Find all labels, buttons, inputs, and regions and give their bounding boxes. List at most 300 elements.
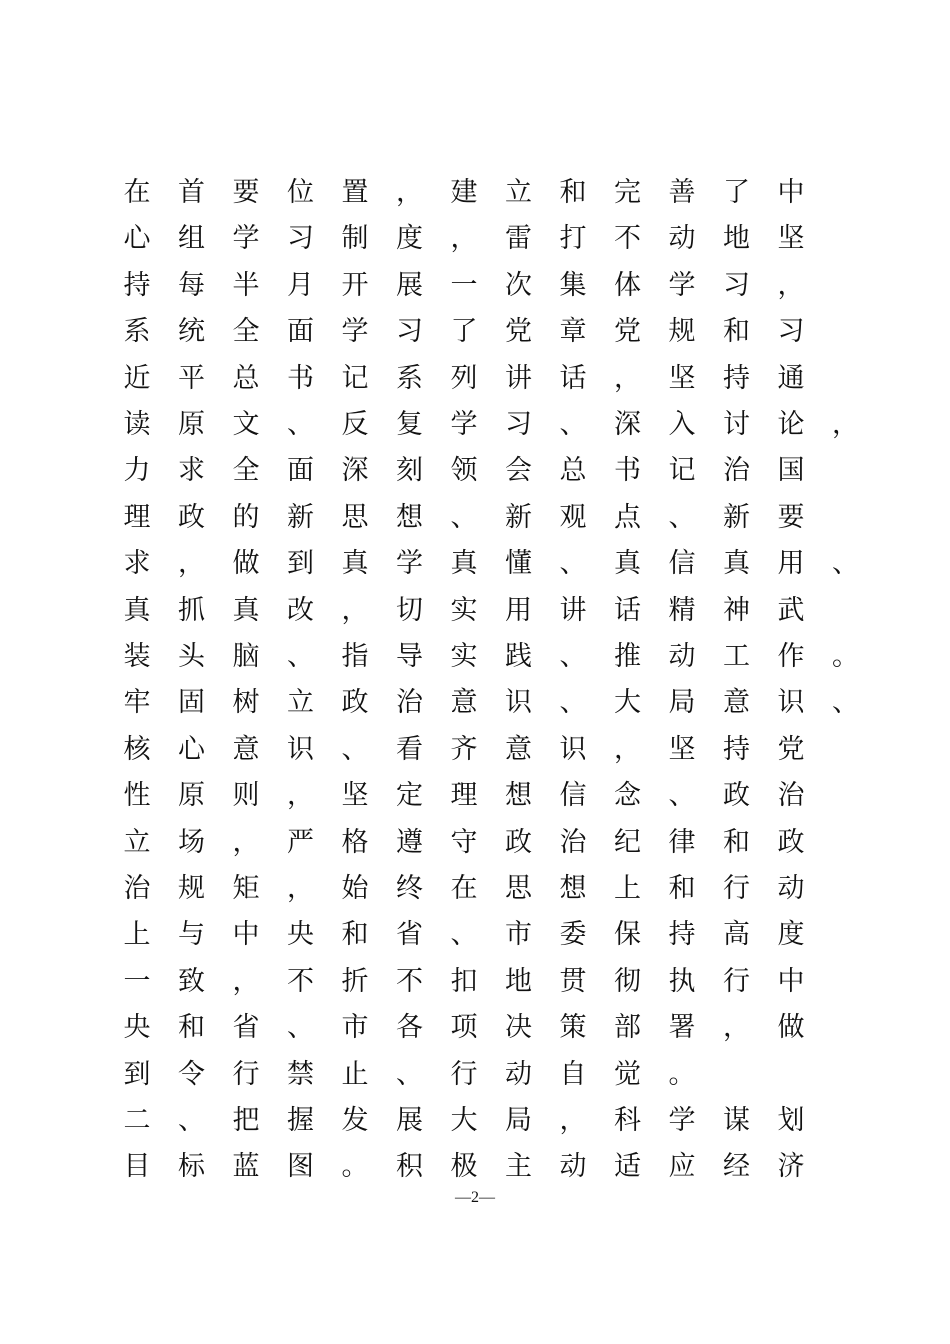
text-char: 真 <box>614 548 641 580</box>
text-char: 理 <box>450 780 478 812</box>
text-char: 应 <box>668 1151 696 1183</box>
text-char: 月 <box>287 269 314 301</box>
text-char: 自 <box>559 1058 587 1090</box>
text-char: 懂 <box>505 548 532 580</box>
text-char: 做 <box>232 548 260 580</box>
text-char: 和 <box>341 919 369 951</box>
text-char: 不 <box>287 965 314 997</box>
text-line <box>0 1098 950 1144</box>
text-char: 和 <box>178 1012 205 1044</box>
text-char: 、 <box>341 733 369 765</box>
text-char: 神 <box>723 594 750 626</box>
text-char: 文 <box>232 409 260 440</box>
text-char: 治 <box>723 455 750 487</box>
text-char: 点 <box>614 501 641 533</box>
text-char: 局 <box>505 1105 532 1136</box>
text-line <box>0 912 950 958</box>
text-char: ， <box>559 1105 587 1136</box>
text-char: 和 <box>668 873 696 904</box>
text-char: 不 <box>614 223 641 255</box>
text-char: 省 <box>396 919 423 951</box>
text-char: 国 <box>777 455 805 487</box>
text-char: 总 <box>232 362 260 394</box>
text-char: 坚 <box>777 223 805 255</box>
text-char: 推 <box>614 641 641 672</box>
text-char: ， <box>723 1012 750 1044</box>
text-char: 意 <box>505 733 532 765</box>
text-char: 固 <box>178 687 205 719</box>
text-char: 次 <box>505 269 532 301</box>
text-char: 思 <box>505 873 532 904</box>
text-char: 践 <box>505 641 532 672</box>
text-char: 面 <box>287 316 314 348</box>
text-char: 适 <box>614 1151 641 1183</box>
page-number: —2— <box>455 1189 495 1206</box>
text-char: 核 <box>123 733 151 765</box>
text-char: 规 <box>668 316 696 348</box>
text-char: 、 <box>287 409 314 440</box>
text-char: 真 <box>723 548 750 580</box>
text-char: 领 <box>450 455 478 487</box>
text-char: 持 <box>668 919 696 951</box>
text-char: 二 <box>123 1105 151 1136</box>
text-char: 和 <box>723 316 750 348</box>
text-char: ， <box>287 780 314 812</box>
text-char: 心 <box>123 223 151 255</box>
text-char: 用 <box>777 548 805 580</box>
text-char: 真 <box>123 594 151 626</box>
text-char: 握 <box>287 1105 314 1136</box>
text-char: 制 <box>341 223 369 255</box>
text-char: 要 <box>777 501 805 533</box>
text-char: 识 <box>777 687 805 719</box>
text-char: 与 <box>178 919 205 951</box>
text-char: 坚 <box>341 780 369 812</box>
text-char: 纪 <box>614 826 641 858</box>
text-char: 央 <box>123 1012 151 1044</box>
text-line <box>0 309 950 355</box>
text-char: 省 <box>232 1012 260 1044</box>
text-char: 讲 <box>505 362 532 394</box>
text-char: 思 <box>341 501 369 533</box>
text-char: 求 <box>178 455 205 487</box>
text-char: 导 <box>396 641 423 672</box>
text-char: 建 <box>450 177 478 208</box>
text-char: 持 <box>723 733 750 765</box>
text-char: 彻 <box>614 965 641 997</box>
text-char: 书 <box>287 362 314 394</box>
text-char: ， <box>450 223 478 255</box>
text-line <box>0 680 950 726</box>
text-char: 讲 <box>559 594 587 626</box>
text-char: 则 <box>232 780 260 812</box>
text-line <box>0 866 950 912</box>
text-char: ， <box>614 362 641 394</box>
text-char: 格 <box>341 826 369 858</box>
text-char: 治 <box>559 826 587 858</box>
text-char: 立 <box>123 826 151 858</box>
text-char: 理 <box>123 501 151 533</box>
text-char: 地 <box>505 965 532 997</box>
text-char: 党 <box>505 316 532 348</box>
text-char: 觉 <box>614 1058 641 1090</box>
text-char: 政 <box>505 826 532 858</box>
text-char: 济 <box>777 1151 805 1183</box>
text-char: 、 <box>287 1012 314 1044</box>
text-char: 决 <box>505 1012 532 1044</box>
text-char: 实 <box>450 594 478 626</box>
text-char: 标 <box>178 1151 205 1183</box>
text-char: 坚 <box>668 362 696 394</box>
text-char: 想 <box>505 780 532 812</box>
text-char: 齐 <box>450 733 478 765</box>
text-line <box>0 448 950 494</box>
text-char: ， <box>396 177 423 208</box>
text-char: 列 <box>450 362 478 394</box>
text-char: 经 <box>723 1151 750 1183</box>
text-char: 习 <box>505 409 532 440</box>
text-char: 、 <box>832 548 859 580</box>
text-char: 上 <box>123 919 151 951</box>
text-char: 了 <box>450 316 478 348</box>
text-char: 论 <box>777 409 805 440</box>
text-char: 反 <box>341 409 369 440</box>
text-char: 半 <box>232 269 260 301</box>
text-char: 作 <box>777 641 805 672</box>
text-char: 、 <box>450 919 478 951</box>
text-char: 雷 <box>505 223 532 255</box>
text-char: 近 <box>123 362 151 394</box>
text-char: 中 <box>232 919 260 951</box>
text-char: 抓 <box>178 594 205 626</box>
text-char: 上 <box>614 873 641 904</box>
text-char: 到 <box>123 1058 151 1090</box>
text-char: 心 <box>178 733 205 765</box>
text-char: 善 <box>668 177 696 208</box>
text-char: 新 <box>505 501 532 533</box>
text-char: 一 <box>123 965 151 997</box>
text-char: 党 <box>777 733 805 765</box>
text-char: 改 <box>287 594 314 626</box>
text-char: 、 <box>559 548 587 580</box>
text-char: 信 <box>668 548 696 580</box>
text-char: 习 <box>777 316 805 348</box>
text-char: 求 <box>123 548 151 580</box>
text-char: 保 <box>614 919 641 951</box>
text-char: 项 <box>450 1012 478 1044</box>
text-line <box>0 495 950 541</box>
text-char: ， <box>777 269 805 301</box>
text-char: 市 <box>341 1012 369 1044</box>
text-char: ， <box>232 965 260 997</box>
text-char: 地 <box>723 223 750 255</box>
text-char: 新 <box>287 501 314 533</box>
text-char: 全 <box>232 316 260 348</box>
text-char: 树 <box>232 687 260 719</box>
text-char: 定 <box>396 780 423 812</box>
text-char: 动 <box>668 223 696 255</box>
text-char: 想 <box>396 501 423 533</box>
text-char: 严 <box>287 826 314 858</box>
text-char: 图 <box>287 1151 314 1183</box>
text-char: 观 <box>559 501 587 533</box>
text-char: 立 <box>287 687 314 719</box>
text-char: 。 <box>341 1151 369 1183</box>
text-char: 读 <box>123 409 151 440</box>
text-char: 学 <box>396 548 423 580</box>
text-line <box>0 1144 950 1190</box>
text-char: 动 <box>777 873 805 904</box>
text-line <box>0 541 950 587</box>
text-char: 持 <box>723 362 750 394</box>
text-char: 系 <box>123 316 151 348</box>
text-char: ， <box>832 409 859 440</box>
text-char: ， <box>287 873 314 904</box>
text-char: 指 <box>341 641 369 672</box>
text-char: 遵 <box>396 826 423 858</box>
text-char: 政 <box>723 780 750 812</box>
text-char: ， <box>232 826 260 858</box>
text-char: 。 <box>832 641 859 672</box>
text-char: 用 <box>505 594 532 626</box>
text-char: 一 <box>450 269 478 301</box>
text-char: 矩 <box>232 873 260 904</box>
text-line <box>0 773 950 819</box>
text-char: 习 <box>723 269 750 301</box>
text-char: 脑 <box>232 641 260 672</box>
text-char: 各 <box>396 1012 423 1044</box>
text-char: 置 <box>341 177 369 208</box>
text-line <box>0 588 950 634</box>
text-char: 装 <box>123 641 151 672</box>
text-char: 、 <box>396 1058 423 1090</box>
text-char: 学 <box>668 269 696 301</box>
text-char: ， <box>178 548 205 580</box>
text-line <box>0 216 950 262</box>
text-char: 性 <box>123 780 151 812</box>
text-char: 致 <box>178 965 205 997</box>
text-char: 开 <box>341 269 369 301</box>
text-line <box>0 820 950 866</box>
text-char: 度 <box>396 223 423 255</box>
text-char: 部 <box>614 1012 641 1044</box>
text-char: 原 <box>178 780 205 812</box>
text-char: 意 <box>450 687 478 719</box>
text-char: 总 <box>559 455 587 487</box>
text-line <box>0 263 950 309</box>
text-line <box>0 402 950 448</box>
text-char: 动 <box>559 1151 587 1183</box>
text-char: 治 <box>777 780 805 812</box>
text-char: 实 <box>450 641 478 672</box>
text-char: 、 <box>668 501 696 533</box>
text-char: 集 <box>559 269 587 301</box>
text-char: 武 <box>777 594 805 626</box>
text-char: 全 <box>232 455 260 487</box>
text-char: 会 <box>505 455 532 487</box>
text-char: 不 <box>396 965 423 997</box>
text-char: 要 <box>232 177 260 208</box>
text-char: 刻 <box>396 455 423 487</box>
text-char: 习 <box>287 223 314 255</box>
text-char: 识 <box>559 733 587 765</box>
text-char: 蓝 <box>232 1151 260 1183</box>
text-char: 极 <box>450 1151 478 1183</box>
text-char: 目 <box>123 1151 151 1183</box>
text-char: 治 <box>396 687 423 719</box>
text-char: 谋 <box>723 1105 750 1136</box>
text-char: 信 <box>559 780 587 812</box>
text-char: 动 <box>505 1058 532 1090</box>
text-char: 在 <box>450 873 478 904</box>
text-char: 、 <box>559 641 587 672</box>
text-char: 央 <box>287 919 314 951</box>
text-char: 规 <box>178 873 205 904</box>
text-char: 话 <box>614 594 641 626</box>
text-char: 市 <box>505 919 532 951</box>
text-char: 念 <box>614 780 641 812</box>
text-char: 守 <box>450 826 478 858</box>
text-char: 章 <box>559 316 587 348</box>
text-char: 划 <box>777 1105 805 1136</box>
text-char: 完 <box>614 177 641 208</box>
text-char: 行 <box>723 965 750 997</box>
text-char: 真 <box>341 548 369 580</box>
text-char: 记 <box>668 455 696 487</box>
text-char: 中 <box>777 177 805 208</box>
text-char: 组 <box>178 223 205 255</box>
text-char: 复 <box>396 409 423 440</box>
text-char: 高 <box>723 919 750 951</box>
text-char: 意 <box>232 733 260 765</box>
text-char: 始 <box>341 873 369 904</box>
text-char: 话 <box>559 362 587 394</box>
text-char: 精 <box>668 594 696 626</box>
text-char: 行 <box>450 1058 478 1090</box>
text-char: 原 <box>178 409 205 440</box>
text-line <box>0 356 950 402</box>
text-char: 政 <box>777 826 805 858</box>
text-char: 头 <box>178 641 205 672</box>
text-char: 通 <box>777 362 805 394</box>
text-char: 令 <box>178 1058 205 1090</box>
text-char: 系 <box>396 362 423 394</box>
text-char: 、 <box>178 1105 205 1136</box>
text-char: 政 <box>341 687 369 719</box>
text-line <box>0 959 950 1005</box>
text-char: 政 <box>178 501 205 533</box>
text-char: 委 <box>559 919 587 951</box>
text-char: 打 <box>559 223 587 255</box>
text-char: 折 <box>341 965 369 997</box>
text-char: 识 <box>287 733 314 765</box>
text-char: 大 <box>614 687 641 719</box>
text-char: 发 <box>341 1105 369 1136</box>
text-char: 执 <box>668 965 696 997</box>
text-char: 真 <box>450 548 478 580</box>
text-char: 书 <box>614 455 641 487</box>
text-char: 做 <box>777 1012 805 1044</box>
text-char: 看 <box>396 733 423 765</box>
text-char: 力 <box>123 455 151 487</box>
text-char: 科 <box>614 1105 641 1136</box>
text-char: 牢 <box>123 687 151 719</box>
text-line <box>0 170 950 216</box>
text-char: 。 <box>668 1058 696 1090</box>
text-char: 习 <box>396 316 423 348</box>
text-char: 到 <box>287 548 314 580</box>
text-char: 、 <box>450 501 478 533</box>
text-char: 学 <box>668 1105 696 1136</box>
text-char: 入 <box>668 409 696 440</box>
text-char: 位 <box>287 177 314 208</box>
text-char: 记 <box>341 362 369 394</box>
text-char: 行 <box>723 873 750 904</box>
text-char: 在 <box>123 177 151 208</box>
text-char: 统 <box>178 316 205 348</box>
text-char: 工 <box>723 641 750 672</box>
text-char: 治 <box>123 873 151 904</box>
text-char: 体 <box>614 269 641 301</box>
text-char: 禁 <box>287 1058 314 1090</box>
text-char: 展 <box>396 269 423 301</box>
text-char: 切 <box>396 594 423 626</box>
text-char: 贯 <box>559 965 587 997</box>
text-char: ， <box>614 733 641 765</box>
text-char: 展 <box>396 1105 423 1136</box>
text-char: 度 <box>777 919 805 951</box>
text-char: 局 <box>668 687 696 719</box>
text-char: 动 <box>668 641 696 672</box>
text-line <box>0 727 950 773</box>
text-char: 终 <box>396 873 423 904</box>
text-char: 场 <box>178 826 205 858</box>
text-char: 深 <box>614 409 641 440</box>
text-line <box>0 1005 950 1051</box>
text-char: 扣 <box>450 965 478 997</box>
text-line <box>0 1052 950 1098</box>
text-char: 把 <box>232 1105 260 1136</box>
text-char: 、 <box>559 687 587 719</box>
text-char: 、 <box>668 780 696 812</box>
text-char: 深 <box>341 455 369 487</box>
text-char: 持 <box>123 269 151 301</box>
text-char: 了 <box>723 177 750 208</box>
text-char: 行 <box>232 1058 260 1090</box>
text-char: 和 <box>559 177 587 208</box>
text-char: 、 <box>287 641 314 672</box>
text-char: 中 <box>777 965 805 997</box>
text-line <box>0 634 950 680</box>
text-char: 学 <box>341 316 369 348</box>
text-char: 策 <box>559 1012 587 1044</box>
text-char: 的 <box>232 501 260 533</box>
text-char: 首 <box>178 177 205 208</box>
text-char: 大 <box>450 1105 478 1136</box>
text-char: 讨 <box>723 409 750 440</box>
text-char: 平 <box>178 362 205 394</box>
text-char: 、 <box>559 409 587 440</box>
text-char: 面 <box>287 455 314 487</box>
text-char: 真 <box>232 594 260 626</box>
text-char: 新 <box>723 501 750 533</box>
text-char: 党 <box>614 316 641 348</box>
text-char: 署 <box>668 1012 696 1044</box>
text-char: 学 <box>450 409 478 440</box>
text-char: 律 <box>668 826 696 858</box>
text-char: 主 <box>505 1151 532 1183</box>
text-char: 止 <box>341 1058 369 1090</box>
